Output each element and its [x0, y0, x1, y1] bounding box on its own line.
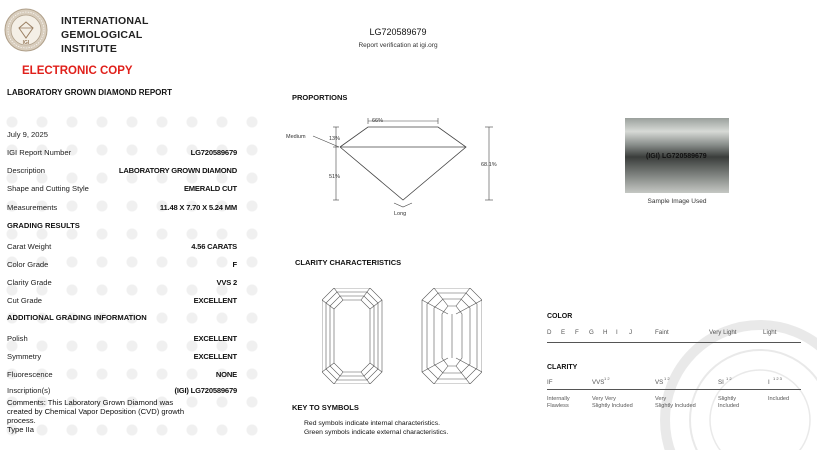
key-red-symbols: Red symbols indicate internal characteristics.: [304, 420, 440, 427]
detail-row: [7, 166, 237, 175]
clarity-scale-title: CLARITY: [547, 364, 578, 371]
detail-label: IGI Report Number: [7, 148, 72, 157]
grading-value: VVS 2: [216, 278, 237, 287]
clarity-desc-si: [718, 396, 739, 409]
girdle-label: Medium: [286, 134, 306, 140]
depth-percent: 68.1%: [481, 162, 497, 168]
additional-row: [7, 352, 237, 361]
igi-rosette-watermark: [640, 300, 817, 450]
detail-label: Measurements: [7, 203, 58, 212]
detail-row: [7, 148, 237, 157]
report-title: LABORATORY GROWN DIAMOND REPORT: [7, 88, 173, 97]
pavilion-percent: 51%: [329, 174, 341, 180]
comment-line: process.: [7, 416, 36, 425]
pavilion-view-diagram: [422, 288, 482, 384]
report-number-header: LG720589679: [369, 27, 427, 37]
crown-percent: 13%: [329, 136, 341, 142]
detail-label: Description: [7, 166, 45, 175]
clarity-desc-line: Very Very: [592, 396, 616, 402]
clarity-desc-line: Flawless: [547, 402, 569, 409]
crown-view-diagram: [322, 288, 382, 384]
clarity-vs-superscript: 1 2: [664, 376, 670, 381]
grading-row: [7, 296, 237, 305]
grading-row: [7, 278, 237, 287]
grading-label: Cut Grade: [7, 296, 43, 305]
svg-text:IGI: IGI: [22, 40, 30, 46]
detail-value: LABORATORY GROWN DIAMOND: [118, 166, 237, 175]
proportions-diagram: [280, 112, 510, 222]
electronic-copy-label: ELECTRONIC COPY: [22, 65, 133, 77]
clarity-plot-diagrams: [322, 288, 482, 384]
clarity-desc-vs: [655, 396, 696, 409]
grading-results-title: GRADING RESULTS: [7, 221, 80, 230]
additional-label: Fluorescence: [7, 370, 53, 379]
institute-line: INTERNATIONAL: [61, 15, 149, 27]
clarity-desc-line: Included: [768, 396, 790, 402]
institute-line: INSTITUTE: [61, 43, 118, 55]
clarity-grade-i: I: [768, 379, 770, 386]
culet-label: Long: [394, 211, 407, 217]
additional-label: Polish: [7, 334, 28, 343]
grading-label: Carat Weight: [7, 242, 52, 251]
key-green-symbols: Green symbols indicate external characteristics.: [304, 429, 449, 436]
comment-line: created by Chemical Vapor Deposition (CVD) growth: [7, 407, 185, 416]
grading-row: [7, 260, 237, 269]
color-scale-line: [547, 342, 801, 343]
inscription-value: (IGI) LG720589679: [174, 386, 237, 395]
clarity-desc-if: [547, 396, 570, 409]
additional-row: [7, 334, 237, 343]
additional-label: Symmetry: [7, 352, 42, 361]
clarity-desc-line: Included: [718, 402, 740, 409]
clarity-desc-line: Very: [655, 396, 667, 402]
color-grade-g: G: [589, 329, 594, 336]
clarity-scale-line: [547, 389, 801, 390]
clarity-grade-vvs: VVS: [592, 379, 605, 386]
color-grade-d: D: [547, 329, 552, 336]
institute-line: GEMOLOGICAL: [61, 29, 143, 41]
clarity-grade-si: SI: [718, 379, 724, 386]
grading-label: Clarity Grade: [7, 278, 52, 287]
color-grade-h: H: [603, 329, 608, 336]
color-range-faint: Faint: [655, 329, 669, 336]
grading-value: 4.56 CARATS: [191, 242, 237, 251]
comment-line: Comments: This Laboratory Grown Diamond was: [7, 398, 174, 407]
clarity-grade-vs: VS: [655, 379, 664, 386]
detail-value: LG720589679: [190, 148, 237, 157]
institute-name: [61, 14, 149, 56]
color-grade-i: I: [616, 329, 618, 336]
key-to-symbols-title: KEY TO SYMBOLS: [292, 403, 359, 412]
verification-link[interactable]: Report verification at igi.org: [358, 42, 438, 49]
clarity-i-superscript: 1 2 3: [773, 376, 782, 381]
sample-image-caption: Sample Image Used: [647, 198, 707, 205]
clarity-desc-line: Internally: [547, 396, 570, 402]
additional-info-title: ADDITIONAL GRADING INFORMATION: [7, 313, 147, 322]
proportions-title: PROPORTIONS: [292, 93, 348, 102]
color-grade-f: F: [575, 329, 579, 336]
grading-value: F: [232, 260, 237, 269]
color-range-light: Light: [763, 329, 777, 336]
comments: [7, 398, 247, 434]
detail-label: Shape and Cutting Style: [7, 184, 89, 193]
detail-value: 11.48 X 7.70 X 5.24 MM: [159, 203, 237, 212]
additional-value: EXCELLENT: [193, 352, 237, 361]
additional-row: [7, 370, 237, 379]
grading-value: EXCELLENT: [193, 296, 237, 305]
grading-row: [7, 242, 237, 251]
clarity-grade-if: IF: [547, 379, 553, 386]
clarity-desc-i: [768, 396, 789, 403]
table-percent: 66%: [372, 118, 384, 124]
comment-line: Type IIa: [7, 425, 35, 434]
detail-row: [7, 184, 237, 193]
detail-row: [7, 203, 237, 212]
clarity-desc-line: Slightly: [718, 396, 737, 402]
report-date-row: [7, 130, 237, 139]
additional-label: Inscription(s): [7, 386, 51, 395]
grading-label: Color Grade: [7, 260, 49, 269]
igi-seal-logo: [4, 8, 48, 52]
color-scale-title: COLOR: [547, 313, 573, 320]
color-grade-e: E: [561, 329, 566, 336]
additional-row: [7, 386, 237, 395]
clarity-characteristics-title: CLARITY CHARACTERISTICS: [295, 258, 402, 267]
additional-value: EXCELLENT: [193, 334, 237, 343]
color-range-very-light: Very Light: [709, 329, 737, 336]
clarity-desc-vvs: [592, 396, 633, 409]
clarity-vvs-superscript: 1 2: [604, 376, 610, 381]
clarity-desc-line: Slightly Included: [655, 402, 696, 409]
clarity-si-superscript: 1 2: [726, 376, 732, 381]
additional-value: NONE: [215, 370, 237, 379]
clarity-desc-line: Slightly Included: [592, 402, 633, 409]
detail-value: EMERALD CUT: [183, 184, 237, 193]
sample-inscription-text: (IGI) LG720589679: [646, 153, 707, 160]
color-grade-j: J: [629, 329, 633, 336]
report-date: July 9, 2025: [7, 130, 48, 139]
